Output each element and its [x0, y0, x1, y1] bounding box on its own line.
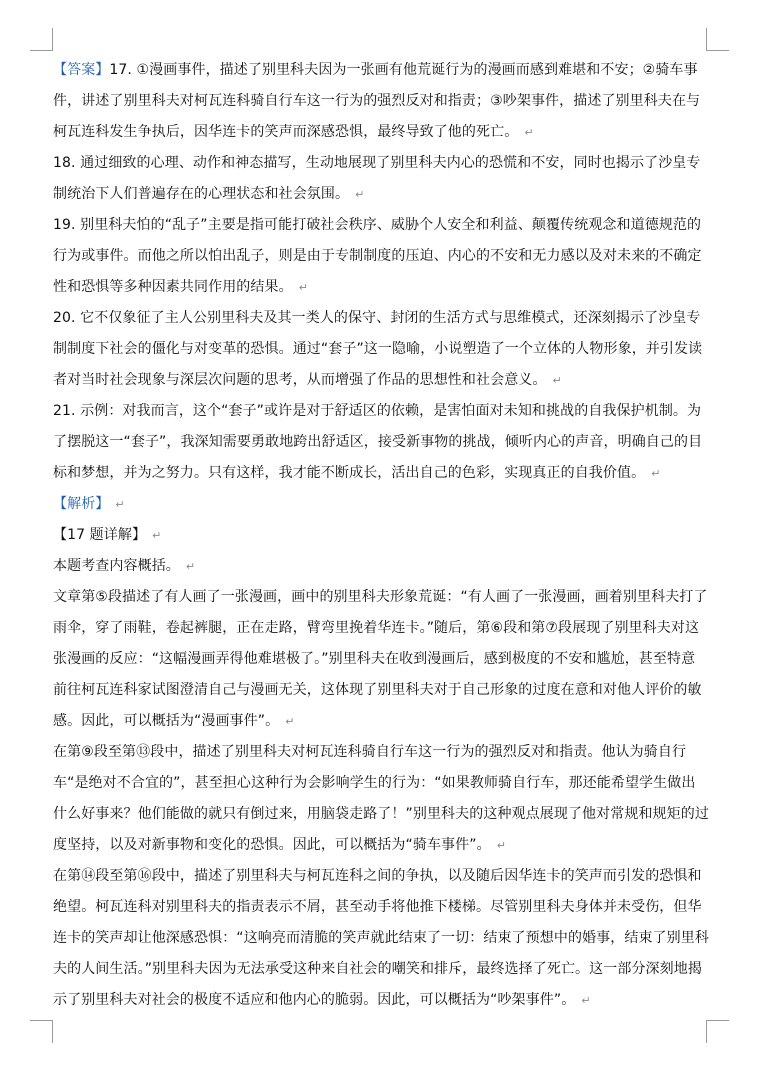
paragraph-mark-icon: ↵: [298, 281, 309, 294]
paragraph-mark-icon: ↵: [552, 374, 562, 387]
analysis-paragraph-3: [53, 861, 709, 1016]
answer-20-paragraph: [53, 303, 709, 396]
crop-mark-top-right: [706, 28, 729, 51]
answer-21-text: 21. 示例：对我而言，这个“套子”或许是对于舒适区的依赖，是害怕面对未知和挑战的自我保护机制。为了摆脱这一“套子”，我深知需要勇敢地跨出舒适区，接受新事物的挑战，倾听内心的声音，明确自己的目标和梦想，并为之努力。只有这样，我才能不断成长，活出自己的色彩，实现真正的自我价值。: [53, 403, 703, 481]
paragraph-mark-icon: ↵: [651, 467, 661, 480]
q17-detail-heading: [53, 520, 709, 551]
analysis-paragraph-3-text: 在第⑭段至第⑯段中，描述了别里科夫与柯瓦连科之间的争执，以及随后因华连卡的笑声而引发的恐惧和绝望。柯瓦连科对别里科夫的指责表示不屑，甚至动手将他推下楼梯。尽管别里科夫身体并未受伤，但华连卡的笑声却让他深感恐惧：“这响亮而清脆的笑声就此结束了一切：结束了预想中的婚事，结束了别里科夫的人间生活。”别里科夫因为无法承受这种来自社会的嘲笑和排斥，最终选择了死亡。这一部分深刻地揭示了别里科夫对社会的极度不适应和他内心的脆弱。因此，可以概括为“吵架事件”。: [53, 868, 709, 1008]
analysis-paragraph-1-text: 文章第⑤段描述了有人画了一张漫画，画中的别里科夫形象荒诞：“有人画了一张漫画，画着别里科夫打了雨伞，穿了雨鞋，卷起裤腿，正在走路，臂弯里挽着华连卡。”随后，第⑥段和第⑦段展现了别里科夫对这张漫画的反应：“这幅漫画弄得他难堪极了。”别里科夫在收到漫画后，感到极度的不安和尴尬，甚至特意前往柯瓦连科家试图澄清自己与漫画无关，这体现了别里科夫对于自己形象的过度在意和对他人评价的敏感。因此，可以概括为“漫画事件”。: [53, 589, 708, 729]
document-page: [53, 55, 709, 1016]
analysis-label: 【解析】: [53, 496, 110, 512]
answer-18-paragraph: [53, 148, 709, 210]
answer-17-text: 17. ①漫画事件，描述了别里科夫因为一张画有他荒诞行为的漫画而感到难堪和不安；②骑车事件，讲述了别里科夫对柯瓦连科骑自行车这一行为的强烈反对和指责；③吵架事件，描述了别里科夫在与柯瓦连科发生争执后，因华连卡的笑声而深感恐惧，最终导致了他的死亡。: [53, 62, 701, 140]
analysis-intro: [53, 551, 709, 582]
answer-19-text: 19. 别里科夫怕的“乱子”主要是指可能打破社会秩序、威胁个人安全和利益、颠覆传统观念和道德规范的行为或事件。而他之所以怕出乱子，则是由于专制制度的压迫、内心的不安和无力感以及对未来的不确定性和恐惧等多种因素共同作用的结果。: [53, 217, 702, 295]
analysis-paragraph-2: [53, 737, 709, 861]
paragraph-mark-icon: ↵: [285, 715, 295, 728]
paragraph-mark-icon: ↵: [115, 498, 125, 511]
crop-mark-bottom-left: [30, 1020, 53, 1043]
q17-detail-label: 【17 题详解】: [53, 527, 147, 543]
paragraph-mark-icon: ↵: [581, 994, 591, 1007]
paragraph-mark-icon: ↵: [152, 529, 162, 542]
paragraph-mark-icon: ↵: [185, 560, 196, 573]
analysis-heading: [53, 489, 709, 520]
analysis-paragraph-1: [53, 582, 709, 737]
paragraph-mark-icon: ↵: [496, 839, 507, 852]
analysis-intro-text: 本题考查内容概括。: [53, 558, 180, 574]
paragraph-mark-icon: ↵: [524, 126, 534, 139]
crop-mark-top-left: [30, 28, 53, 51]
answer-20-text: 20. 它不仅象征了主人公别里科夫及其一类人的保守、封闭的生活方式与思维模式，还深刻揭示了沙皇专制制度下社会的僵化与对变革的恐惧。通过“套子”这一隐喻，小说塑造了一个立体的人物形象，并引发读者对当时社会现象与深层次问题的思考，从而增强了作品的思想性和社会意义。: [53, 310, 703, 388]
answer-18-text: 18. 通过细致的心理、动作和神态描写，生动地展现了别里科夫内心的恐慌和不安，同时也揭示了沙皇专制统治下人们普遍存在的心理状态和社会氛围。: [53, 155, 701, 202]
crop-mark-bottom-right: [706, 1020, 729, 1043]
analysis-paragraph-2-text: 在第⑨段至第⑬段中，描述了别里科夫对柯瓦连科骑自行车这一行为的强烈反对和指责。他认为骑自行车“是绝对不合宜的”，甚至担心这种行为会影响学生的行为：“如果教师骑自行车，那还能希望学生做出什么好事来？他们能做的就只有倒过来，用脑袋走路了！”别里科夫的这种观点展现了他对常规和规矩的过度坚持，以及对新事物和变化的恐惧。因此，可以概括为“骑车事件”。: [53, 744, 709, 853]
answer-17-paragraph: [53, 55, 709, 148]
answer-label: 【答案】: [53, 62, 110, 78]
answer-19-paragraph: [53, 210, 709, 303]
answer-21-paragraph: [53, 396, 709, 489]
paragraph-mark-icon: ↵: [355, 188, 365, 201]
